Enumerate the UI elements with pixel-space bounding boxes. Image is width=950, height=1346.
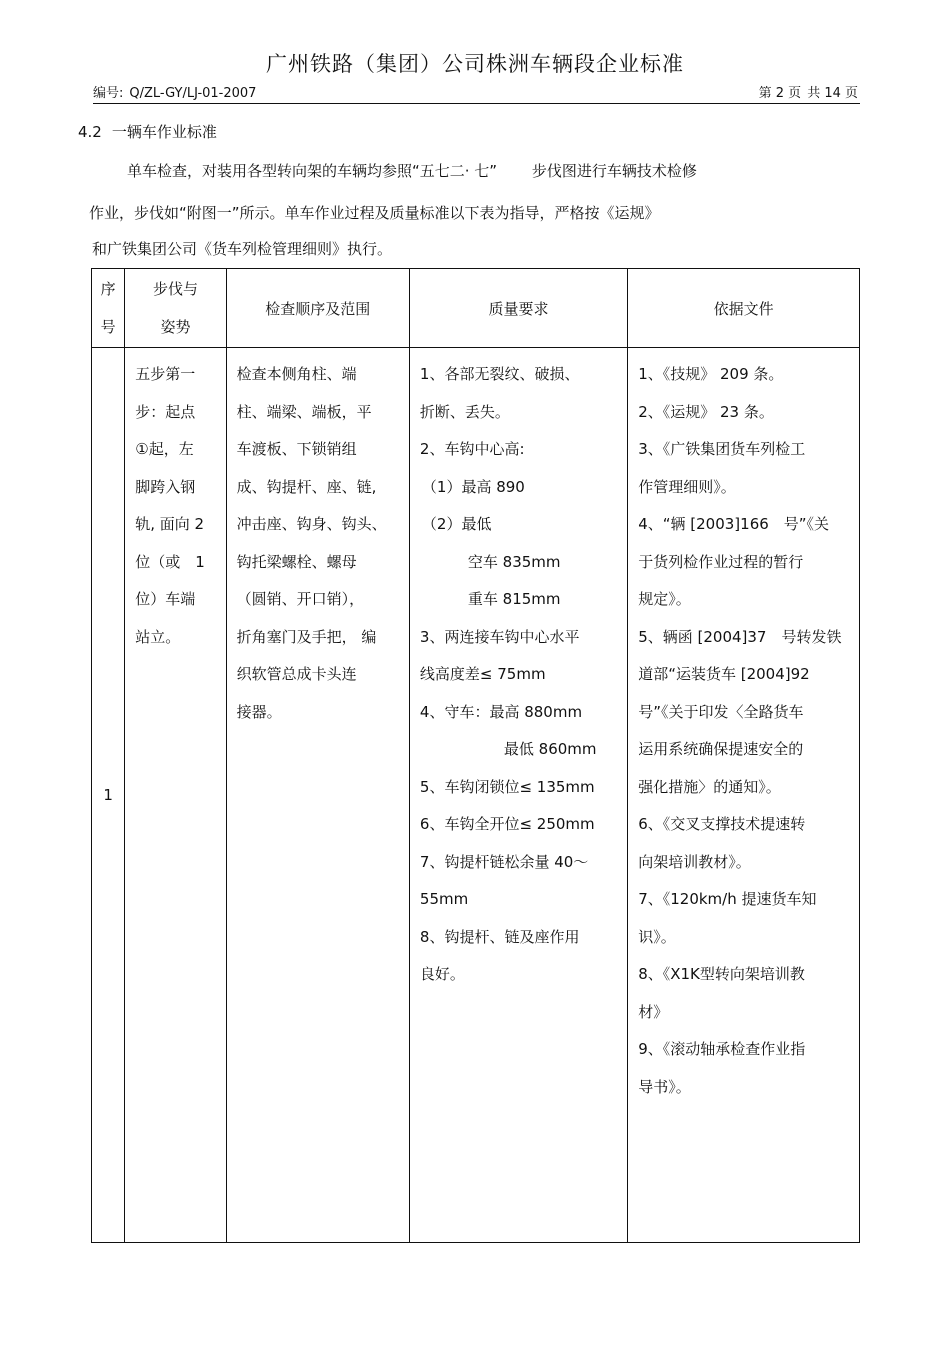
docs-line: 于货列检作业过程的暂行 [638, 552, 804, 571]
quality-line: 线高度差≤ 75mm [419, 665, 546, 683]
docs-line: 7、《120km/h 提速货车知 [638, 890, 817, 908]
step-line: 轨, 面向 2 [135, 515, 205, 533]
step-line: 位（或 1 [135, 552, 205, 571]
docs-line: 5、辆函 [2004]37 号转发铁 [638, 627, 842, 646]
scope-line: 柱、端梁、端板，平 [236, 402, 372, 421]
docs-line: 8、《X1K型转向架培训教 [638, 965, 805, 983]
row-docs [628, 348, 860, 1243]
quality-line: 1、各部无裂纹、破损、 [419, 365, 580, 383]
docs-line: 作管理细则》。 [638, 477, 736, 496]
row-seq: 1 [92, 348, 125, 1243]
quality-line: 3、两连接车钩中心水平 [419, 627, 580, 646]
section-title: 一辆车作业标准 [111, 123, 217, 141]
header-step-line: 步伐与 [152, 280, 198, 298]
header-scope: 检查顺序及范围 [226, 269, 409, 348]
row-quality [409, 348, 627, 1243]
docs-line: 材》 [638, 1002, 669, 1021]
quality-line: 重车 815mm [467, 590, 561, 608]
quality-line: （1）最高 890 [421, 477, 525, 496]
step-line: 步：起点 [135, 402, 196, 421]
row-scope [226, 348, 409, 1243]
scope-line: 折角塞门及手把， 编 [236, 627, 377, 646]
section-heading [78, 121, 227, 142]
quality-line: 空车 835mm [467, 552, 561, 571]
docs-line: 识》。 [638, 927, 676, 946]
page-number [753, 82, 858, 101]
header-divider [93, 103, 860, 104]
intro-line-1: 单车检查，对装用各型转向架的车辆均参照“五七二· 七” 步伐图进行车辆技术检修 [127, 162, 697, 180]
header-step [125, 269, 226, 348]
docs-line: 9、《滚动轴承检查作业指 [638, 1040, 806, 1058]
work-standard-table [91, 268, 860, 1243]
code-label: 编号: [93, 86, 124, 101]
scope-line: 接器。 [236, 702, 282, 721]
scope-line: （圆销、开口销）， [236, 590, 365, 608]
document-title: 广州铁路（集团）公司株洲车辆段企业标准 [266, 52, 684, 76]
docs-line: 导书》。 [638, 1077, 691, 1096]
docs-line: 强化措施〉的通知》。 [638, 777, 781, 796]
docs-line: 3、《广铁集团货车列检工 [638, 440, 806, 458]
quality-line: 折断、丢失。 [419, 402, 510, 421]
step-line: 站立。 [135, 627, 181, 646]
table-row [92, 348, 860, 1243]
document-code [93, 82, 262, 101]
quality-line: 55mm [419, 890, 469, 908]
header-meta [93, 82, 858, 102]
docs-line: 6、《交叉支撑技术提速转 [638, 815, 806, 833]
quality-line: 7、钩提杆链松余量 40～ [419, 852, 589, 871]
scope-line: 织软管总成卡头连 [236, 665, 357, 683]
step-line: 位）车端 [135, 590, 196, 608]
scope-line: 钩托梁螺栓、螺母 [236, 552, 357, 571]
step-line: ①起，左 [135, 440, 194, 458]
docs-line: 规定》。 [638, 590, 691, 608]
total-pages: 共 14 页 [807, 86, 858, 101]
quality-line: 5、车钩闭锁位≤ 135mm [419, 777, 595, 796]
scope-line: 成、钩提杆、座、链, [236, 477, 377, 496]
docs-line: 4、“辆 [2003]166 号”《关 [638, 515, 830, 533]
scope-line: 冲击座、钩身、钩头、 [236, 515, 387, 533]
intro-line-3: 和广铁集团公司《货车列检管理细则》执行。 [92, 240, 393, 258]
docs-line: 向架培训教材》。 [638, 852, 751, 871]
header-seq-line: 号 [100, 318, 116, 336]
docs-line: 号”《关于印发〈全路货车 [638, 702, 804, 721]
docs-line: 2、《运规》 23 条。 [638, 402, 774, 421]
header-quality: 质量要求 [409, 269, 627, 348]
docs-line: 1、《技规》 209 条。 [638, 365, 784, 383]
quality-line: 6、车钩全开位≤ 250mm [419, 815, 595, 833]
header-seq-line: 序 [100, 280, 116, 298]
docs-line: 运用系统确保提速安全的 [638, 740, 804, 758]
page-label: 第 2 页 [758, 86, 802, 101]
scope-line: 车渡板、下锁销组 [236, 440, 357, 458]
header-step-line: 姿势 [160, 318, 191, 336]
code-value: Q/ZL-GY/LJ-01-2007 [129, 86, 257, 101]
step-line: 五步第一 [135, 365, 196, 383]
quality-line: 4、守车：最高 880mm [419, 702, 583, 721]
quality-line: 最低 860mm [503, 740, 597, 758]
intro-line-2: 作业，步伐如“附图一”所示。单车作业过程及质量标准以下表为指导，严格按《运规》 [89, 204, 660, 222]
quality-line: 良好。 [419, 965, 465, 983]
scope-line: 检查本侧角柱、端 [236, 365, 357, 383]
quality-line: 2、车钩中心高: [419, 440, 525, 458]
quality-line: （2）最低 [421, 515, 492, 533]
docs-line: 道部“运装货车 [2004]92 [638, 665, 810, 683]
section-number: 4.2 [78, 123, 102, 141]
header-docs: 依据文件 [628, 269, 860, 348]
row-step [125, 348, 226, 1243]
step-line: 脚跨入钢 [135, 477, 196, 496]
quality-line: 8、钩提杆、链及座作用 [419, 927, 580, 946]
table-header-row [92, 269, 860, 348]
header-seq [92, 269, 125, 348]
